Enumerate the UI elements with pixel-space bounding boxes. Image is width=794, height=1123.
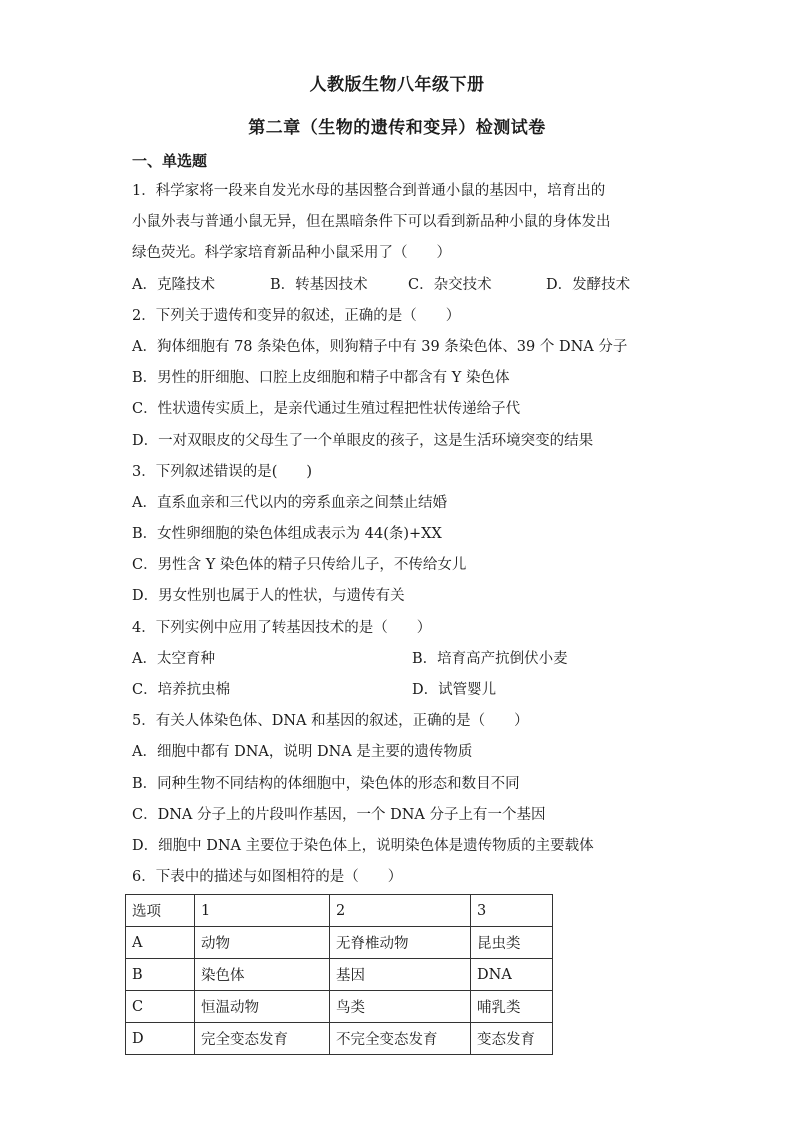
q4-option-b: B．培育高产抗倒伏小麦 [412, 650, 568, 667]
q1-stem-line-1: 1．科学家将一段来自发光水母的基因整合到普通小鼠的基因中，培育出的 [132, 183, 606, 199]
q1-options [132, 270, 672, 301]
table-cell: 1 [195, 895, 330, 927]
q1-option-c: C．杂交技术 [408, 276, 492, 293]
q5-option-b: B．同种生物不同结构的体细胞中，染色体的形态和数目不同 [132, 775, 520, 792]
table-row [126, 927, 553, 959]
table-row [126, 991, 553, 1023]
table-cell: 恒温动物 [195, 991, 330, 1023]
table-cell: DNA [471, 959, 553, 991]
table-cell: 2 [330, 895, 471, 927]
table-cell: 哺乳类 [471, 991, 553, 1023]
table-cell: 无脊椎动物 [330, 927, 471, 959]
q4-option-c: C．培养抗虫棉 [132, 682, 231, 698]
q1-stem-line-3: 绿色荧光。科学家培育新品种小鼠采用了（ ） [132, 245, 451, 262]
section-heading: 一、单选题 [132, 152, 208, 170]
q6-table [125, 894, 553, 1055]
table-cell: 基因 [330, 959, 471, 991]
page-title: 人教版生物八年级下册 [309, 75, 485, 95]
q3-option-a: A．直系血亲和三代以内的旁系血亲之间禁止结婚 [132, 494, 447, 511]
table-cell: 鸟类 [330, 991, 471, 1023]
q3-stem: 3．下列叙述错误的是( ) [132, 463, 313, 480]
q4-options-row-1 [132, 644, 672, 675]
q2-stem: 2．下列关于遗传和变异的叙述，正确的是（ ） [132, 307, 461, 324]
q3-option-c: C．男性含 Y 染色体的精子只传给儿子，不传给女儿 [132, 557, 467, 574]
q2-option-d: D．一对双眼皮的父母生了一个单眼皮的孩子，这是生活环境突变的结果 [132, 432, 594, 449]
table-row [126, 895, 553, 927]
table-cell: D [126, 1023, 195, 1055]
q4-options-row-2 [132, 675, 672, 706]
table-cell: A [126, 927, 195, 959]
table-cell: 3 [471, 895, 553, 927]
table-cell: 染色体 [195, 959, 330, 991]
q2-option-b: B．男性的肝细胞、口腔上皮细胞和精子中都含有 Y 染色体 [132, 370, 510, 387]
table-cell: 变态发育 [471, 1023, 553, 1055]
q2-option-a: A．狗体细胞有 78 条染色体，则狗精子中有 39 条染色体、39 个 DNA 分子 [132, 338, 628, 355]
table-cell: 选项 [126, 895, 195, 927]
table-cell: 动物 [195, 927, 330, 959]
q3-option-d: D．男女性别也属于人的性状，与遗传有关 [132, 588, 405, 605]
table-cell: 昆虫类 [471, 927, 553, 959]
q4-option-d: D．试管婴儿 [412, 682, 497, 698]
questions [132, 176, 672, 893]
q5-option-c: C．DNA 分子上的片段叫作基因，一个 DNA 分子上有一个基因 [132, 806, 546, 823]
q4-stem: 4．下列实例中应用了转基因技术的是（ ） [132, 619, 432, 636]
q3-option-b: B．女性卵细胞的染色体组成表示为 44(条)+XX [132, 526, 442, 543]
q6-stem: 6．下表中的描述与如图相符的是（ ） [132, 869, 403, 886]
q1-option-b: B．转基因技术 [270, 276, 368, 293]
q1-stem-line-2: 小鼠外表与普通小鼠无异，但在黑暗条件下可以看到新品种小鼠的身体发出 [132, 214, 611, 231]
q4-option-a: A．太空育种 [132, 650, 215, 667]
table-cell: C [126, 991, 195, 1023]
table-row [126, 959, 553, 991]
q1-option-a: A．克隆技术 [132, 276, 215, 293]
table-cell: B [126, 959, 195, 991]
table-cell: 不完全变态发育 [330, 1023, 471, 1055]
q1-option-d: D．发酵技术 [546, 276, 631, 293]
table-cell: 完全变态发育 [195, 1023, 330, 1055]
page-subtitle: 第二章（生物的遗传和变异）检测试卷 [248, 118, 546, 138]
q5-option-a: A．细胞中都有 DNA，说明 DNA 是主要的遗传物质 [132, 744, 473, 761]
q2-option-c: C．性状遗传实质上，是亲代通过生殖过程把性状传递给子代 [132, 401, 521, 418]
q5-option-d: D．细胞中 DNA 主要位于染色体上，说明染色体是遗传物质的主要载体 [132, 837, 594, 854]
q5-stem: 5．有关人体染色体、DNA 和基因的叙述，正确的是（ ） [132, 713, 529, 730]
table-row [126, 1023, 553, 1055]
